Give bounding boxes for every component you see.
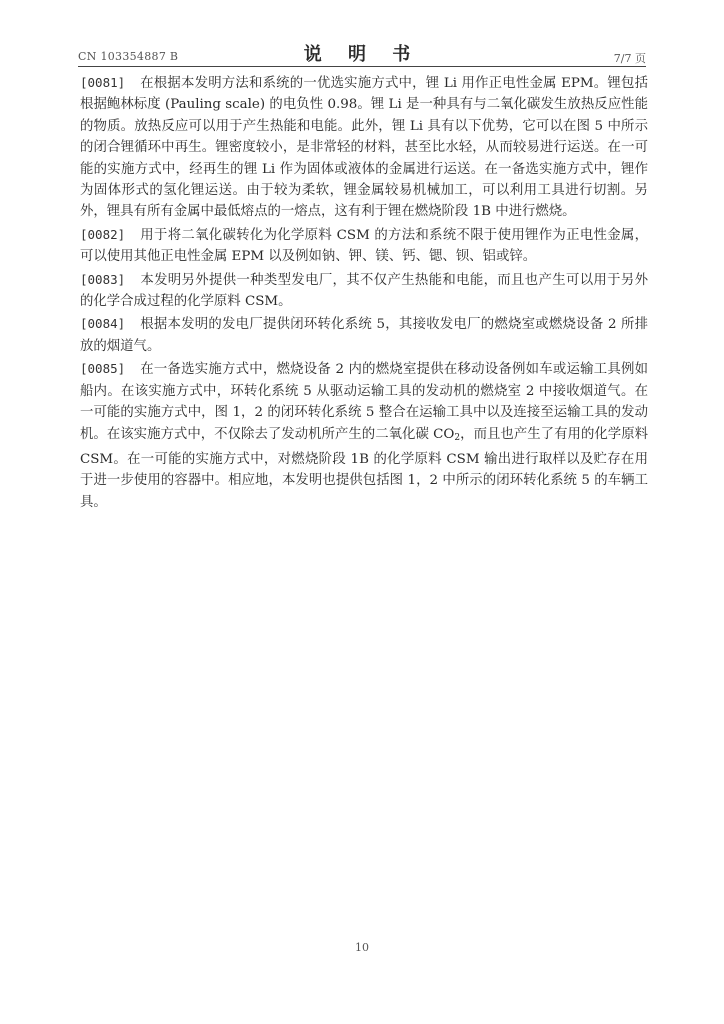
paragraph-0085 [80, 358, 648, 513]
page-header [78, 38, 646, 68]
paragraph-0084 [80, 313, 648, 357]
header-rule [78, 66, 646, 67]
paragraph-text: 本发明另外提供一种类型发电厂，其不仅产生热能和电能，而且也产生可以用于另外的化学合成过程的化学原料 CSM。 [80, 272, 648, 310]
paragraph-number: [0083] [80, 271, 126, 287]
paragraph-0083 [80, 269, 648, 313]
paragraph-0081 [80, 72, 648, 223]
paragraph-number: [0084] [80, 316, 126, 332]
paragraph-text-part-b: ，而且也产生了有用的化学原料 CSM。在一可能的实施方式中，对燃烧阶段 1B 的化学原料 CSM 输出进行取样以及贮存在用于进一步使用的容器中。相应地，本发明也提供包括图 1，2 中所示的闭环转化系统 5 的车辆工具。 [80, 426, 649, 510]
paragraph-0082 [80, 224, 648, 268]
page-indicator: 7/7 页 [613, 52, 646, 65]
paragraph-text: 用于将二氧化碳转化为化学原料 CSM 的方法和系统不限于使用锂作为正电性金属，可以使用其他正电性金属 EPM 以及例如钠、钾、镁、钙、锶、钡、铝或锌。 [80, 227, 648, 265]
document-body [80, 72, 648, 514]
co2-subscript: 2 [454, 432, 461, 443]
page-footer [0, 941, 724, 954]
paragraph-number: [0085] [80, 361, 126, 377]
paragraph-text: 在根据本发明方法和系统的一优选实施方式中，锂 Li 用作正电性金属 EPM。锂包括根据鲍林标度 (Pauling scale) 的电负性 0.98。锂 Li 是一种具有与二氧化碳发生放热反应性能的物质。放热反应可以用于产生热能和电能。此外，锂 Li 具有以下优势，它可以在图 5 中所示的闭合锂循环中再生。锂密度较小，是非常轻的材料，甚至比水轻，从而较易进行运送。在一可能的实施方式中，经再生的锂 Li 作为固体或液体的金属进行运送。在一备选实施方式中，锂作为固体形式的氢化锂运送。由于较为柔软，锂金属较易机械加工，可以利用工具进行切割。另外，锂具有所有金属中最低熔点的一熔点，这有利于锂在燃烧阶段 1B 中进行燃烧。 [80, 76, 648, 220]
paragraph-text-part-a: 在一备选实施方式中，燃烧设备 2 内的燃烧室提供在移动设备例如车或运输工具例如船内。在该实施方式中，环转化系统 5 从驱动运输工具的发动机的燃烧室 2 中接收烟道气。在一可能的实施方式中，图 1，2 的闭环转化系统 5 整合在运输工具中以及连接至运输工具的发动机。在该实施方式中，不仅除去了发动机所产生的二氧化碳 CO [80, 362, 648, 442]
paragraph-number: [0082] [80, 226, 126, 242]
paragraph-number: [0081] [80, 75, 126, 90]
paragraph-text: 根据本发明的发电厂提供闭环转化系统 5，其接收发电厂的燃烧室或燃烧设备 2 所排放的烟道气。 [80, 317, 648, 354]
page-number: 10 [355, 941, 369, 954]
patent-number: CN 103354887 B [78, 50, 179, 63]
document-title: 说 明 书 [303, 44, 421, 65]
